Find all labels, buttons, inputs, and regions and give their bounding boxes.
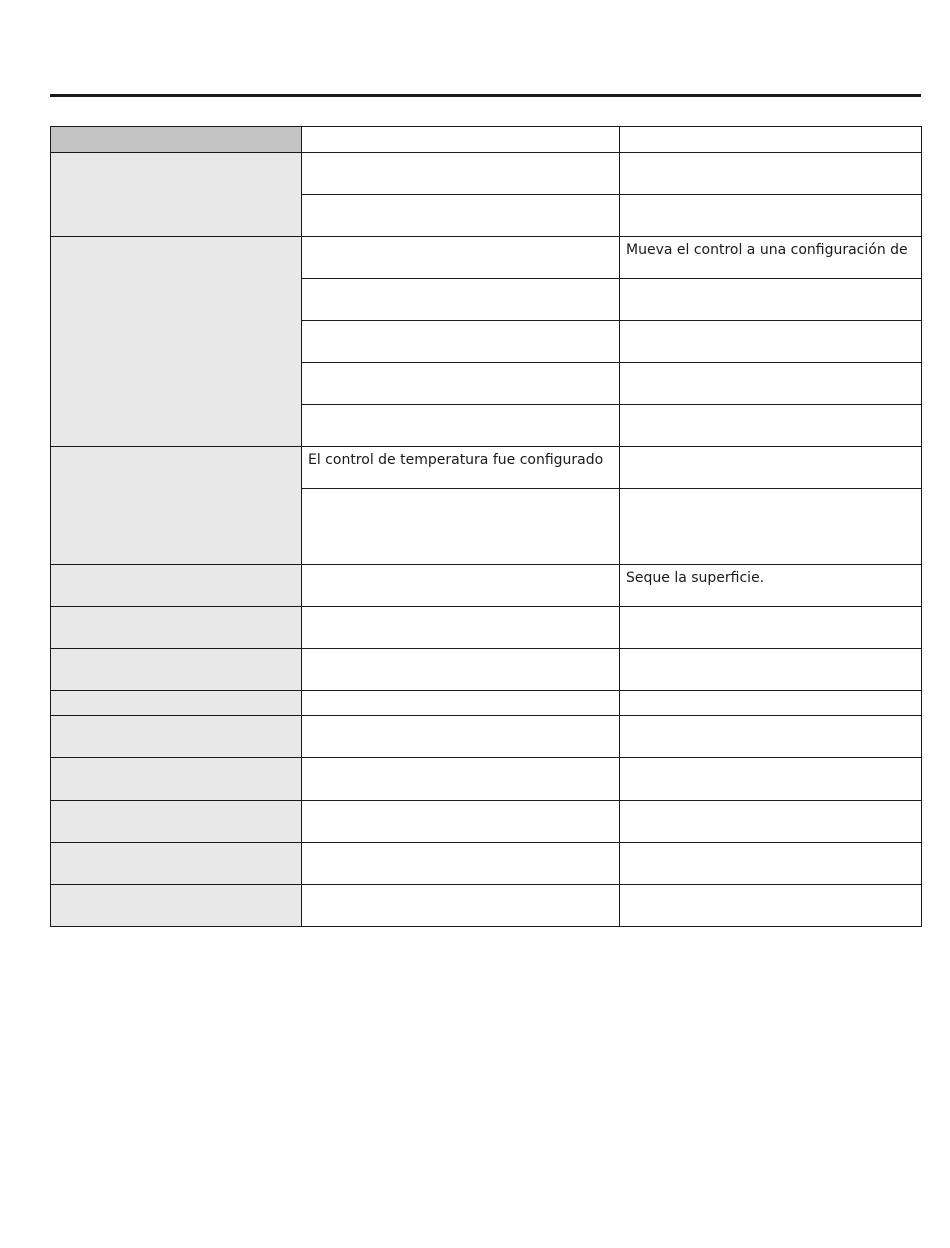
cause-cell [302, 843, 620, 885]
cause-text: El control de temperatura fue configurado [308, 452, 604, 468]
table-row [51, 649, 922, 691]
cause-cell [302, 801, 620, 843]
solution-cell [620, 195, 922, 237]
problem-cell [51, 691, 302, 716]
table-row [51, 716, 922, 758]
cause-cell [302, 565, 620, 607]
cause-cell [302, 716, 620, 758]
solution-cell [620, 321, 922, 363]
cause-cell [302, 237, 620, 279]
cause-cell [302, 405, 620, 447]
header-solution [620, 127, 922, 153]
solution-cell [620, 716, 922, 758]
problem-cell [51, 153, 302, 237]
cause-cell [302, 153, 620, 195]
table-header-row [51, 127, 922, 153]
problem-cell [51, 565, 302, 607]
table-row [51, 758, 922, 801]
problem-cell [51, 716, 302, 758]
problem-cell [51, 843, 302, 885]
solution-cell [620, 843, 922, 885]
table-row [51, 607, 922, 649]
solution-cell [620, 447, 922, 489]
solution-text: Mueva el control a una configuración de [626, 242, 908, 258]
table-row [51, 885, 922, 927]
problem-cell [51, 885, 302, 927]
table-row [51, 691, 922, 716]
troubleshooting-table [50, 126, 922, 927]
table-row [51, 801, 922, 843]
solution-cell [620, 801, 922, 843]
cause-cell [302, 607, 620, 649]
solution-cell [620, 405, 922, 447]
header-rule [50, 94, 921, 97]
solution-cell [620, 691, 922, 716]
problem-cell [51, 447, 302, 565]
cause-cell [302, 649, 620, 691]
solution-cell [620, 758, 922, 801]
cause-cell [302, 447, 620, 489]
cause-cell [302, 758, 620, 801]
header-problem [51, 127, 302, 153]
cause-cell [302, 691, 620, 716]
cause-cell [302, 195, 620, 237]
solution-text: Seque la superficie. [626, 570, 765, 586]
solution-cell [620, 489, 922, 565]
solution-cell [620, 649, 922, 691]
problem-cell [51, 237, 302, 447]
solution-cell [620, 607, 922, 649]
cause-cell [302, 885, 620, 927]
table-row [51, 153, 922, 195]
solution-cell [620, 153, 922, 195]
header-cause [302, 127, 620, 153]
table-row [51, 565, 922, 607]
problem-cell [51, 607, 302, 649]
table-row [51, 447, 922, 489]
cause-cell [302, 489, 620, 565]
problem-cell [51, 801, 302, 843]
table-row [51, 237, 922, 279]
solution-cell [620, 363, 922, 405]
problem-cell [51, 649, 302, 691]
solution-cell [620, 565, 922, 607]
cause-cell [302, 279, 620, 321]
solution-cell [620, 279, 922, 321]
cause-cell [302, 363, 620, 405]
problem-cell [51, 758, 302, 801]
table-row [51, 843, 922, 885]
solution-cell [620, 885, 922, 927]
cause-cell [302, 321, 620, 363]
solution-cell [620, 237, 922, 279]
